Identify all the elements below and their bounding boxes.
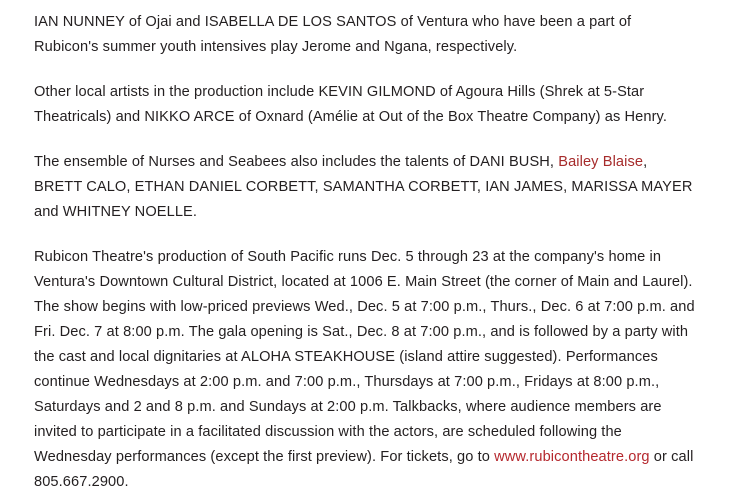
text-run: The ensemble of Nurses and Seabees also includes the talents of DANI BUSH, [34,154,559,170]
text-run: Other local artists in the production include KEVIN GILMOND of Agoura Hills (Shrek at 5-Star Theatricals) and NIKKO ARCE of Oxnard (Amélie at Out of the Box Theatre Company) as Henry. [34,84,668,125]
highlighted-name: Bailey Blaise [558,154,644,170]
paragraph-cast-leads [34,10,698,60]
paragraph-local-artists [34,80,698,130]
paragraph-list [34,10,698,495]
text-run: Rubicon Theatre's production of South Pacific runs Dec. 5 through 23 at the company's home in Ventura's Downtown Cultural District, located at 1006 E. Main Street (the corner of Main and Laurel). The show begins with low-priced previews Wed., Dec. 5 at 7:00 p.m., Thurs., Dec. 6 at 7:00 p.m. and Fri. Dec. 7 at 8:00 p.m. The gala opening is Sat., Dec. 8 at 7:00 p.m., and is followed by a party with the cast and local dignitaries at ALOHA STEAKHOUSE (island attire suggested). Performances continue Wednesdays at 2:00 p.m. and 7:00 p.m., Thursdays at 7:00 p.m., Fridays at 8:00 p.m., Saturdays and 2 and 8 p.m. and Sundays at 2:00 p.m. Talkbacks, where audience members are invited to participate in a facilitated discussion with the actors, are scheduled following the Wednesday performances (except the first preview). For tickets, go to [34,249,695,465]
text-run: or call 805.667.2900. [34,449,694,490]
ticket-website-link[interactable]: www.rubicontheatre.org [494,449,650,465]
text-run: IAN NUNNEY of Ojai and ISABELLA DE LOS SANTOS of Ventura who have been a part of Rubicon's summer youth intensives play Jerome and Ngana, respectively. [34,14,632,55]
paragraph-production-details [34,245,698,495]
text-run: , BRETT CALO, ETHAN DANIEL CORBETT, SAMANTHA CORBETT, IAN JAMES, MARISSA MAYER and WHITNEY NOELLE. [34,154,693,220]
paragraph-ensemble [34,150,698,225]
